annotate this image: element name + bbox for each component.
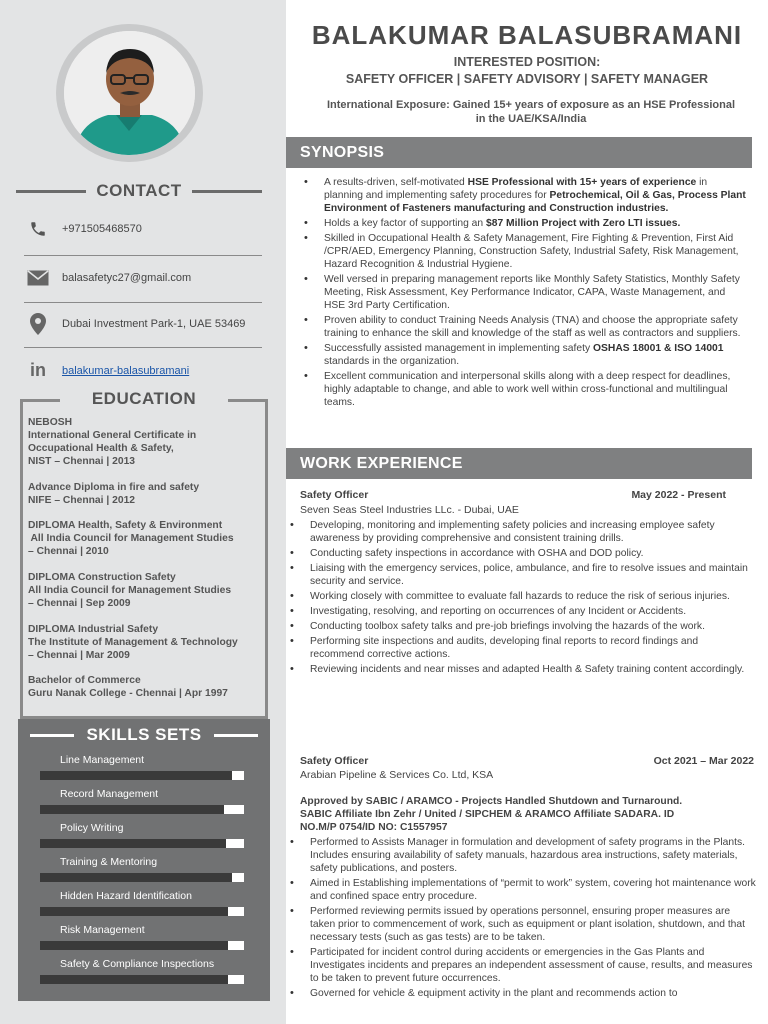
job-header	[300, 755, 754, 767]
international-exposure	[306, 98, 756, 126]
duty-item: • Performed reviewing permits issued by operations personnel, ensuring proper measures are taken prior to commencement of work, such as equipment or plant isolation, shutdown, and that necessary tests (such as gas tests) are to be taken.	[286, 905, 756, 944]
candidate-name: BALAKUMAR BALASUBRAMANI	[311, 20, 743, 50]
education-line: Advance Diploma in fire and safety	[28, 482, 200, 493]
job-date: Oct 2021 – Mar 2022	[653, 755, 754, 767]
international-line: International Exposure: Gained 15+ years of exposure as an HSE Professional	[326, 99, 736, 111]
job-role: Safety Officer	[300, 489, 369, 501]
job1-duties-list	[286, 519, 748, 678]
duty-item: • Participated for incident control during accidents or emergencies in the Gas Plants and Investigates incidents and prepares an independent assessment of cause, results, and measures to be taken to prevent future occurrences.	[286, 946, 756, 985]
skill-label: Safety & Compliance Inspections	[60, 958, 215, 970]
email-address[interactable]: balasafetyc27@gmail.com	[62, 272, 192, 284]
duty-item: • Reviewing incidents and near misses and adapted Health & Safety training content accordingly.	[286, 663, 748, 676]
work-experience-heading: WORK EXPERIENCE	[286, 448, 752, 479]
synopsis-item: • A results-driven, self-motivated HSE Professional with 15+ years of experience in planning and implementing safety procedures for Petrochemical, Oil & Gas, Process Plant Environment of Fasteners manufacturing and Construction industries.	[300, 176, 748, 215]
skill-label: Record Management	[60, 788, 159, 800]
education-line: All India Council for Management Studies	[28, 533, 234, 544]
location-pin-icon	[24, 313, 52, 335]
contact-title: CONTACT	[96, 181, 182, 200]
duty-item: • Conducting toolbox safety talks and pre-job briefings involving the hazards of the work.	[286, 620, 748, 633]
contact-email	[24, 270, 262, 286]
duty-item: • Aimed in Establishing implementations of “permit to work” system, covering hot maintenance work and confined space entry procedure.	[286, 877, 756, 903]
contact-address	[24, 313, 262, 335]
skill-bar	[40, 941, 244, 950]
education-item	[28, 416, 264, 468]
skill-bar-fill	[40, 975, 228, 984]
duty-item: • Performing site inspections and audits, developing final reports to record findings and recommend corrective actions.	[286, 635, 748, 661]
contact-divider	[24, 347, 262, 348]
synopsis-item: • Proven ability to conduct Training Needs Analysis (TNA) and choose the appropriate safety training to enhance the skill and knowledge of the staff as well as contractors and suppliers.	[300, 314, 748, 340]
sidebar	[0, 0, 286, 1024]
contact-heading	[16, 179, 262, 203]
skill-bar-fill	[40, 771, 232, 780]
approval-line: Approved by SABIC / ARAMCO - Projects Handled Shutdown and Turnaround.	[300, 796, 683, 807]
linkedin-icon: in	[30, 360, 46, 380]
education-line: DIPLOMA Health, Safety & Environment	[28, 520, 223, 531]
skills-title: SKILLS SETS	[86, 725, 202, 744]
education-line: The Institute of Management & Technology	[28, 637, 238, 648]
synopsis-item: • Skilled in Occupational Health & Safety Management, Fire Fighting & Prevention, First Aid /CPR/AED, Emergency Planning, Construction Safety, Industrial Safety, Risk Management, Hazard Recognition & Industrial Hygiene.	[300, 232, 748, 271]
interested-position-label: INTERESTED POSITION:	[453, 55, 601, 69]
synopsis-item: • Successfully assisted management in implementing safety OSHAS 18001 & ISO 14001 standards in the organization.	[300, 342, 748, 368]
phone-icon	[24, 220, 52, 238]
skill-label: Line Management	[60, 754, 145, 766]
approval-line: NO.M/P 0754/ID NO: C1557957	[300, 822, 448, 833]
duty-item: • Performed to Assists Manager in formulation and development of safety programs in the Plants. Includes ensuring availability of safety manuals, hazardous area instructions, safety materials, safety publications, and posters.	[286, 836, 756, 875]
skill-label: Hidden Hazard Identification	[60, 890, 192, 902]
duty-item: • Conducting safety inspections in accordance with OSHA and DOD policy.	[286, 547, 748, 560]
education-item	[28, 571, 264, 610]
duty-item: • Liaising with the emergency services, police, ambulance, and fire to resolve issues and maintain security and service.	[286, 562, 748, 588]
education-line: NIFE – Chennai | 2012	[28, 495, 136, 506]
approval-line: SABIC Affiliate Ibn Zehr / United / SIPCHEM & ARAMCO Affiliate SADARA. ID	[300, 809, 675, 820]
education-line: DIPLOMA Industrial Safety	[28, 624, 159, 635]
job-company: Seven Seas Steel Industries LLc. - Dubai, UAE	[300, 504, 519, 516]
skill-bar	[40, 907, 244, 916]
skill-label: Training & Mentoring	[60, 856, 158, 868]
contact-divider	[24, 302, 262, 303]
international-line: in the UAE/KSA/India	[475, 113, 587, 125]
skill-label: Policy Writing	[60, 822, 124, 834]
education-line: International General Certificate in	[28, 430, 197, 441]
education-line: Guru Nanak College - Chennai | Apr 1997	[28, 688, 228, 699]
skill-bar-fill	[40, 941, 228, 950]
education-item	[28, 623, 264, 662]
duty-item: • Working closely with committee to evaluate fall hazards to reduce the risk of serious injuries.	[286, 590, 748, 603]
job2-duties-list	[286, 836, 756, 1002]
education-line: NIST – Chennai | 2013	[28, 456, 136, 467]
skill-bar	[40, 873, 244, 882]
education-line: Occupational Health & Safety,	[28, 443, 174, 454]
skill-label: Risk Management	[60, 924, 145, 936]
skill-bar	[40, 839, 244, 848]
interested-positions: SAFETY OFFICER | SAFETY ADVISORY | SAFETY MANAGER	[345, 72, 709, 86]
envelope-icon	[24, 270, 52, 286]
phone-number: +971505468570	[62, 223, 142, 235]
skill-bar	[40, 975, 244, 984]
education-line: – Chennai | Mar 2009	[28, 650, 130, 661]
skill-bar	[40, 805, 244, 814]
duty-item: • Investigating, resolving, and reporting on occurrences of any Incident or Accidents.	[286, 605, 748, 618]
education-line: Bachelor of Commerce	[28, 675, 141, 686]
job-company: Arabian Pipeline & Services Co. Ltd, KSA	[300, 769, 494, 781]
education-title: EDUCATION	[91, 389, 197, 408]
skill-bar-fill	[40, 907, 228, 916]
education-line: – Chennai | 2010	[28, 546, 109, 557]
education-item	[28, 519, 264, 558]
skill-bar-fill	[40, 873, 232, 882]
synopsis-item: • Well versed in preparing management reports like Monthly Safety Statistics, Monthly Safety Meeting, Risk Assessment, Key Performance Indicator, CAPA, Waste Management, and HSE 3rd Party Certification.	[300, 273, 748, 312]
education-line: – Chennai | Sep 2009	[28, 598, 131, 609]
job-date: May 2022 - Present	[631, 489, 726, 501]
linkedin-link[interactable]: balakumar-balasubramani	[62, 364, 190, 377]
approval-note	[300, 795, 740, 834]
synopsis-list	[300, 176, 748, 411]
education-line: DIPLOMA Construction Safety	[28, 572, 176, 583]
synopsis-heading: SYNOPSIS	[286, 137, 752, 168]
contact-linkedin	[24, 360, 262, 381]
duty-item: • Governed for vehicle & equipment activity in the plant and recommends action to	[286, 987, 756, 1000]
education-item	[28, 481, 264, 507]
main-content	[286, 0, 768, 1024]
education-line: All India Council for Management Studies	[28, 585, 232, 596]
profile-photo	[64, 31, 195, 155]
contact-phone	[24, 220, 262, 238]
synopsis-item: • Excellent communication and interpersonal skills along with a deep respect for deadlines, highly adaptable to change, and able to work well within cross-functional and multilingual teams.	[300, 370, 748, 409]
skill-bar	[40, 771, 244, 780]
skills-heading	[18, 725, 270, 745]
synopsis-item: • Holds a key factor of supporting an $87 Million Project with Zero LTI issues.	[300, 217, 748, 230]
job-header	[300, 489, 740, 501]
job-role: Safety Officer	[300, 755, 369, 767]
skills-box	[18, 719, 270, 1001]
address-text: Dubai Investment Park-1, UAE 53469	[62, 318, 246, 330]
education-item	[28, 674, 264, 700]
education-line: NEBOSH	[28, 417, 73, 428]
duty-item: • Developing, monitoring and implementing safety policies and increasing employee safety awareness by providing comprehensive and consistent training drills.	[286, 519, 748, 545]
skill-bar-fill	[40, 805, 224, 814]
skill-bar-fill	[40, 839, 226, 848]
contact-divider	[24, 255, 262, 256]
